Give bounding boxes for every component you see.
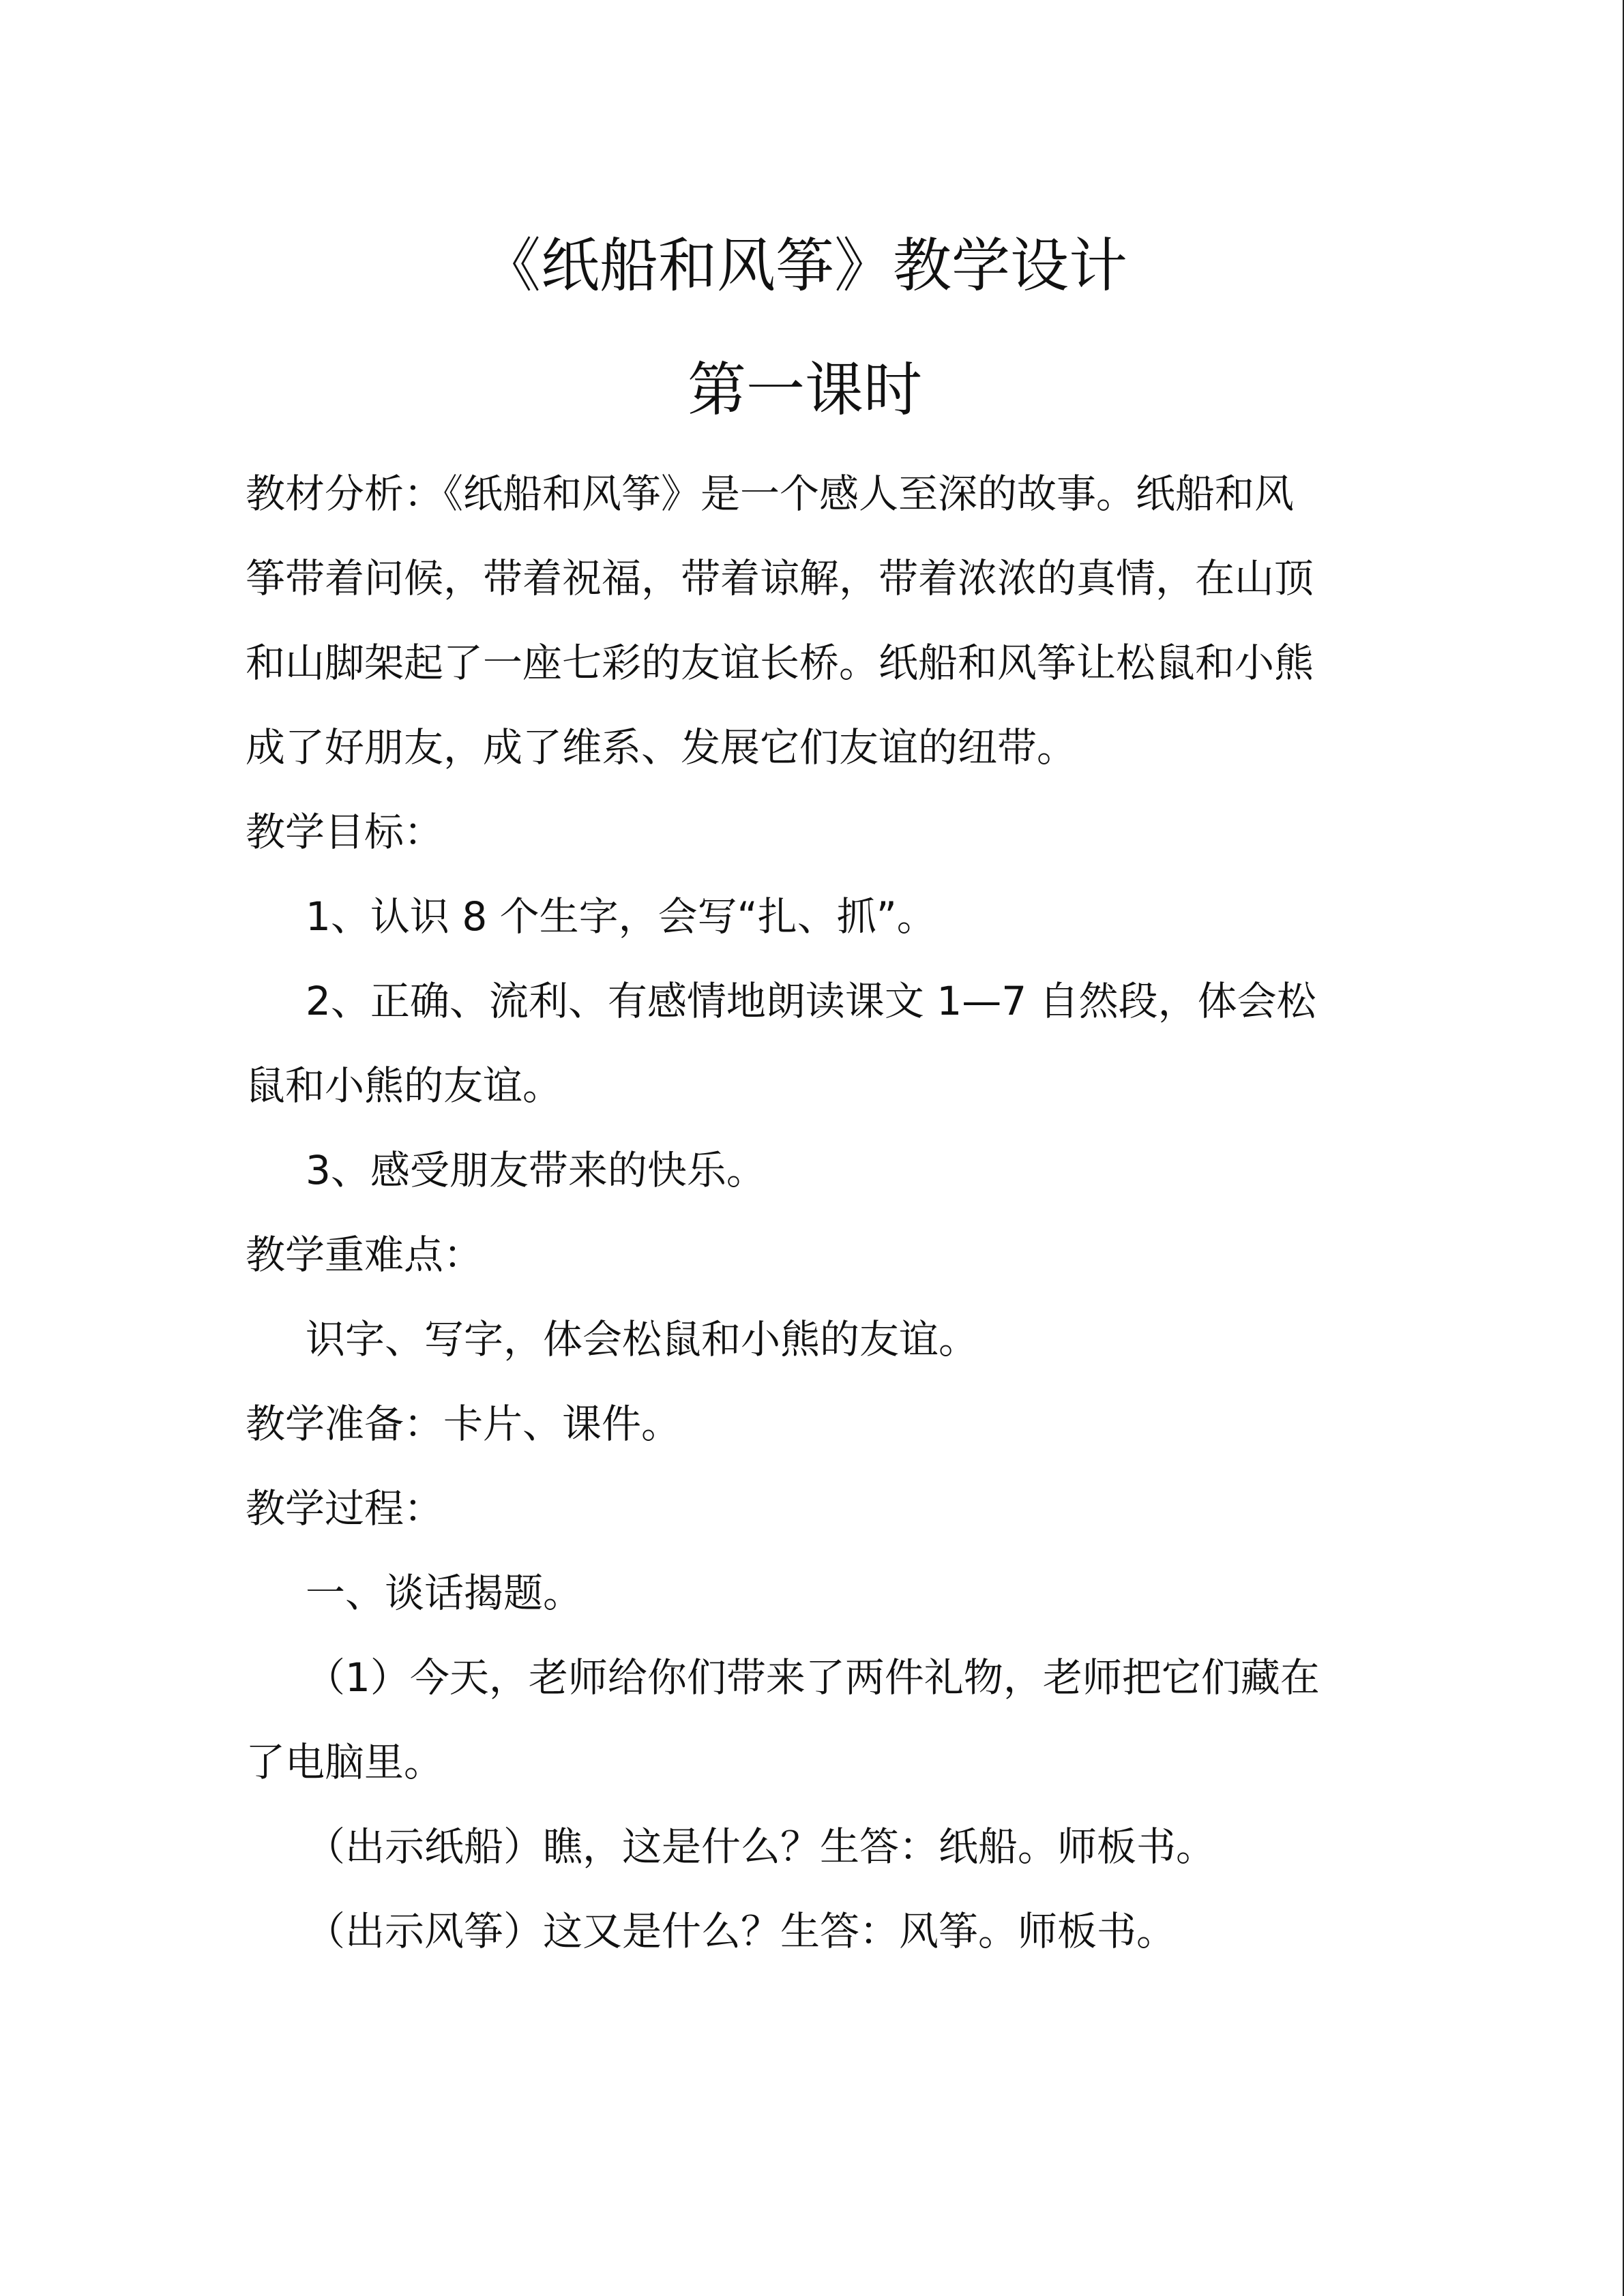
section-heading: 教学目标： [246,809,444,855]
text-line: 2、正确、流利、有感情地朗读课文 1—7 自然段，体会松 [306,978,1316,1024]
text-line: 筝带着问候，带着祝福，带着谅解，带着浓浓的真情，在山顶 [246,555,1314,601]
text-line: （出示风筝）这又是什么？生答：风筝。师板书。 [306,1908,1177,1954]
text-line: 鼠和小熊的友谊。 [246,1062,563,1109]
text-line: 识字、写字，体会松鼠和小熊的友谊。 [306,1316,979,1362]
text-line: （出示纸船）瞧，这是什么？生答：纸船。师板书。 [306,1823,1216,1870]
text-line: 一、谈话揭题。 [306,1570,583,1616]
section-heading: 教学过程： [246,1485,444,1532]
text-line: 教材分析：《纸船和风筝》是一个感人至深的故事。纸船和风 [246,471,1295,517]
text-line: 和山脚架起了一座七彩的友谊长桥。纸船和风筝让松鼠和小熊 [246,640,1314,686]
text-line: （1）今天，老师给你们带来了两件礼物，老师把它们藏在 [306,1654,1320,1701]
section-heading: 教学准备：卡片、课件。 [246,1401,681,1447]
text-line: 1、认识 8 个生字，会写“扎、抓”。 [306,893,936,940]
text-line: 3、感受朋友带来的快乐。 [306,1147,766,1193]
section-heading: 教学重难点： [246,1232,484,1278]
text-line: 成了好朋友，成了维系、发展它们友谊的纽带。 [246,724,1077,771]
lesson-subtitle: 第一课时 [688,356,922,424]
document-title: 《纸船和风筝》教学设计 [482,232,1127,300]
document-body [246,225,1364,1973]
text-line: 了电脑里。 [246,1739,444,1785]
